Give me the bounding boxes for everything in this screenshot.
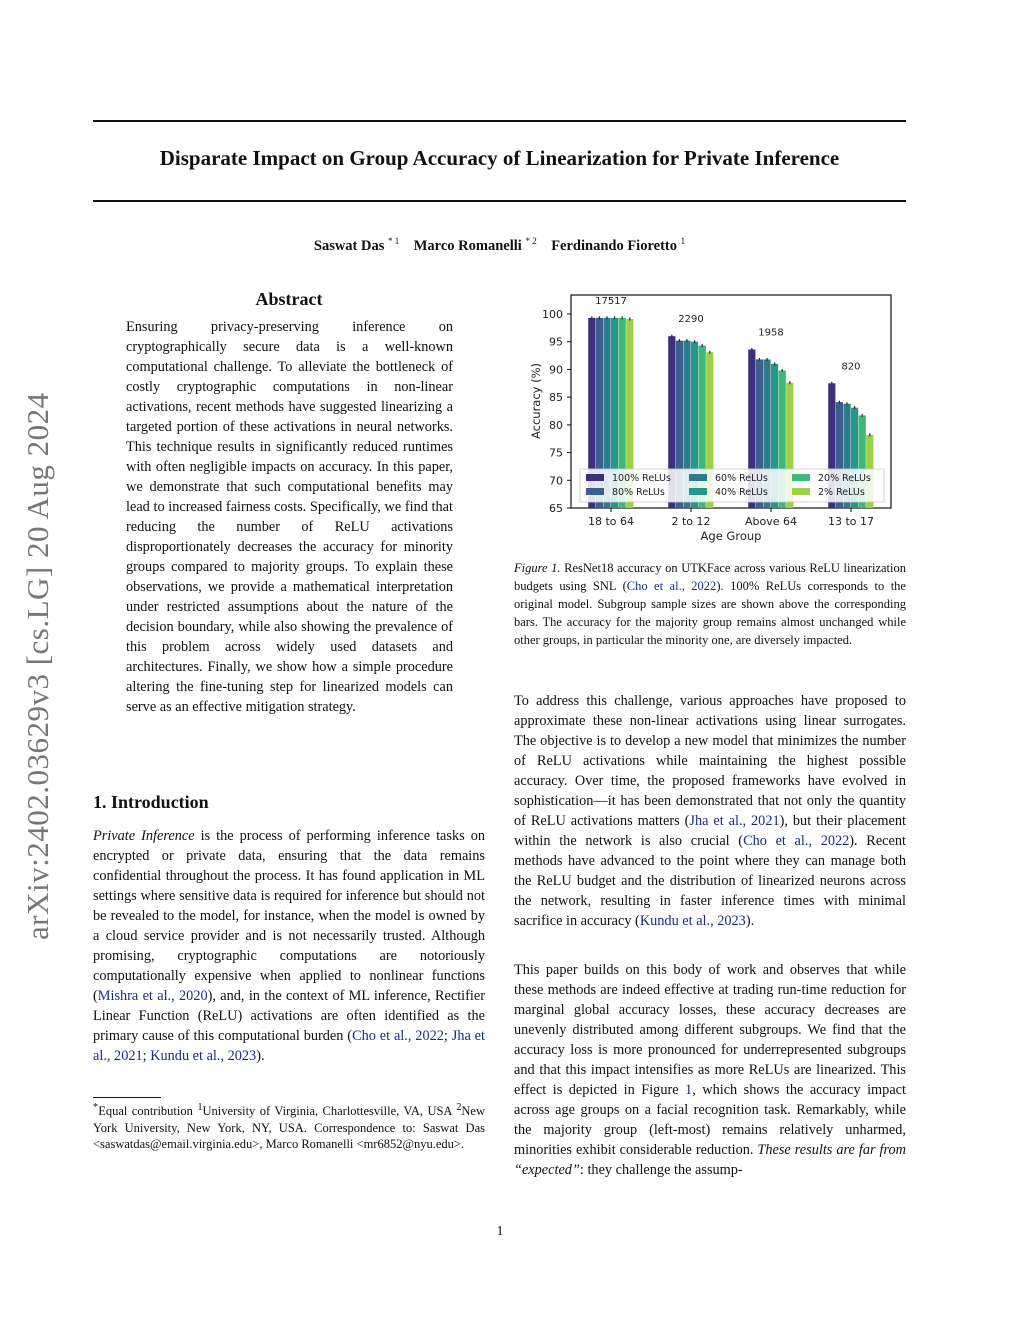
y-axis: [542, 308, 571, 515]
citation-link[interactable]: Mishra et al., 2020: [97, 988, 208, 1004]
body-text: ), and, in the context of ML inference, Rectifier Linear Function (ReLU) activations are often identified as the primary cause of this computational burden (: [93, 988, 485, 1044]
figure-1-chart: [514, 288, 894, 544]
citation-link[interactable]: Kundu et al., 2023: [639, 913, 746, 929]
emphasis-text: Private Inference: [93, 828, 195, 844]
legend-swatch: [586, 474, 604, 481]
body-text: ;: [142, 1048, 151, 1064]
x-tick-label: Above 64: [744, 515, 798, 528]
page-number: 1: [496, 1224, 504, 1239]
footnote-mark: *: [93, 1102, 99, 1113]
figure-caption: [514, 559, 906, 649]
legend-swatch: [586, 488, 604, 495]
y-tick-label: 85: [549, 391, 563, 405]
author-affiliation-mark: * 2: [525, 236, 537, 246]
x-tick-label: 2 to 12: [671, 515, 711, 528]
author-affiliation-mark: 1: [680, 236, 686, 246]
citation-link[interactable]: Cho et al., 2022: [626, 579, 717, 593]
sample-size-label: 820: [841, 361, 861, 373]
body-text: To address this challenge, various approaches have proposed to approximate these non-linear activations using linear surrogates. The objective is to develop a new model that minimizes the number of ReLU activations while maintaining the highest possible accuracy. Over time, the proposed frameworks have evolved in sophistication—it has been demonstrated that not only the quantity of ReLU activations matters (: [514, 693, 906, 829]
legend-entry-label: 60% ReLUs: [715, 473, 768, 484]
caption-text: ). 100% ReLUs corresponds to the original model. Subgroup sample sizes are shown above the corresponding bars. The accuracy for the majority group remains almost unchanged while other groups, in particular the minority one, are diversely impacted.: [514, 579, 906, 647]
intro-paragraph: [93, 826, 485, 1066]
body-paragraph: [514, 691, 906, 931]
body-text: is the process of performing inference tasks on encrypted or private data, ensuring that the data remains confidential throughout the process. It has found application in ML settings where sensitive data is required for inference but should not be revealed to the model, for instance, when the model is owned by a cloud service provider and is not necessarily trusted. Although promising, cryptographic computations are notoriously computationally expensive when applied to nonlinear functions (: [93, 828, 485, 1004]
legend-entry-label: 20% ReLUs: [818, 473, 871, 484]
body-text: ), but their placement within the network is also crucial (: [514, 813, 906, 849]
author-name: Ferdinando Fioretto: [551, 237, 677, 254]
arxiv-stamp: arXiv:2402.03629v3 [cs.LG] 20 Aug 2024: [20, 392, 55, 940]
footnote: [93, 1100, 485, 1153]
title-rule-top: [93, 120, 906, 122]
author-name: Saswat Das: [313, 237, 385, 254]
citation-link[interactable]: Jha et al., 2021: [689, 813, 780, 829]
body-text: ).: [256, 1048, 265, 1064]
y-tick-label: 100: [542, 308, 563, 321]
sample-size-label: 17517: [595, 295, 627, 307]
footnote-mark: 2: [456, 1102, 462, 1113]
footnote-text: New York University, New York, NY, USA. Correspondence to: Saswat Das <saswatdas@email.virginia.edu>, Marco Romanelli <mr6852@nyu.edu>.: [93, 1104, 485, 1152]
y-axis-label: Accuracy (%): [529, 362, 543, 440]
legend-swatch: [689, 488, 707, 495]
y-tick-label: 80: [549, 418, 563, 432]
section-heading-introduction: 1. Introduction: [93, 792, 209, 812]
x-axis-label: Age Group: [700, 529, 762, 543]
abstract-text: Ensuring privacy-preserving inference on cryptographically secure data is a well-known computational challenge. To alleviate the bottleneck of costly cryptographic computations in non-linear activations, recent methods have suggested linearizing a targeted portion of these activations in neural networks. This technique results in significantly reduced runtimes with often negligible impacts on accuracy. In this paper, we demonstrate that such computational benefits may lead to increased fairness costs. Specifically, we find that reducing the number of ReLU activations disproportionately decreases the accuracy for minority groups compared to majority groups. To explain these observations, we provide a mathematical interpretation under restricted assumptions about the nature of the decision boundary, while also showing the prevalence of this problem across widely used datasets and architectures. Finally, we show how a simple procedure altering the fine-tuning step for linearized models can serve as an effective mitigation strategy.: [126, 319, 453, 715]
body-text: ). Recent methods have advanced to the point where they can manage both the ReLU budget and the distribution of linearized neurons across the network, resulting in faster inference times with minimal sacrifice in accuracy (: [514, 833, 906, 929]
title-rule-bottom: [93, 200, 906, 202]
x-tick-label: 13 to 17: [827, 515, 875, 528]
citation-link[interactable]: Cho et al., 2022: [743, 833, 850, 849]
chart-legend: [580, 469, 884, 502]
y-tick-label: 65: [549, 502, 563, 515]
author-list: [93, 236, 906, 255]
y-tick-label: 70: [549, 474, 563, 488]
sample-size-label: 1958: [758, 327, 784, 339]
legend-swatch: [792, 474, 810, 481]
footnote-mark: 1: [197, 1102, 203, 1113]
body-text: : they challenge the assump-: [579, 1162, 743, 1178]
footnote-text: University of Virginia, Charlottesville, VA, USA: [202, 1104, 457, 1119]
sample-size-label: 2290: [678, 314, 704, 326]
x-axis: [588, 508, 874, 528]
legend-entry-label: 2% ReLUs: [818, 487, 865, 498]
legend-swatch: [689, 474, 707, 481]
x-tick-label: 18 to 64: [587, 515, 635, 528]
y-tick-label: 75: [549, 446, 563, 460]
y-tick-label: 95: [549, 335, 563, 349]
citation-link[interactable]: Kundu et al., 2023: [150, 1048, 257, 1064]
author-affiliation-mark: * 1: [388, 236, 400, 246]
body-text: ).: [745, 913, 755, 929]
legend-entry-label: 40% ReLUs: [715, 487, 768, 498]
figure-label: Figure 1.: [514, 561, 561, 575]
y-tick-label: 90: [549, 363, 563, 377]
author-name: Marco Romanelli: [413, 237, 522, 254]
citation-link[interactable]: Jha et al., 2021: [93, 1028, 485, 1064]
legend-entry-label: 80% ReLUs: [612, 487, 665, 498]
abstract-heading: Abstract: [255, 289, 323, 309]
body-text: ;: [443, 1028, 452, 1044]
body-text: This paper builds on this body of work and observes that while these methods are indeed effective at trading run-time reduction for marginal global accuracy losses, these accuracy decreases are unevenly distributed among different subgroups. We find that the accuracy loss is more pronounced for underrepresented subgroups and that this impact intensifies as more ReLUs are linearized. This effect is depicted in Figure: [514, 962, 906, 1098]
figure-reference-link[interactable]: 1: [685, 1082, 693, 1098]
body-text: , which shows the accuracy impact across age groups on a facial recognition task. Remarkably, while the majority group (left-most) remains relatively unharmed, minorities exhibit considerable reduction.: [514, 1082, 906, 1158]
emphasis-text: These results are far from “expected”: [514, 1142, 906, 1178]
legend-entry-label: 100% ReLUs: [612, 473, 671, 484]
legend-swatch: [792, 488, 810, 495]
citation-link[interactable]: Cho et al., 2022: [352, 1028, 444, 1044]
body-paragraph: [514, 960, 906, 1180]
footnote-rule: [93, 1097, 161, 1098]
caption-text: ResNet18 accuracy on UTKFace across various ReLU linearization budgets using SNL (: [514, 561, 906, 593]
paper-title: Disparate Impact on Group Accuracy of Linearization for Private Inference: [159, 146, 840, 170]
footnote-text: Equal contribution: [98, 1104, 198, 1119]
